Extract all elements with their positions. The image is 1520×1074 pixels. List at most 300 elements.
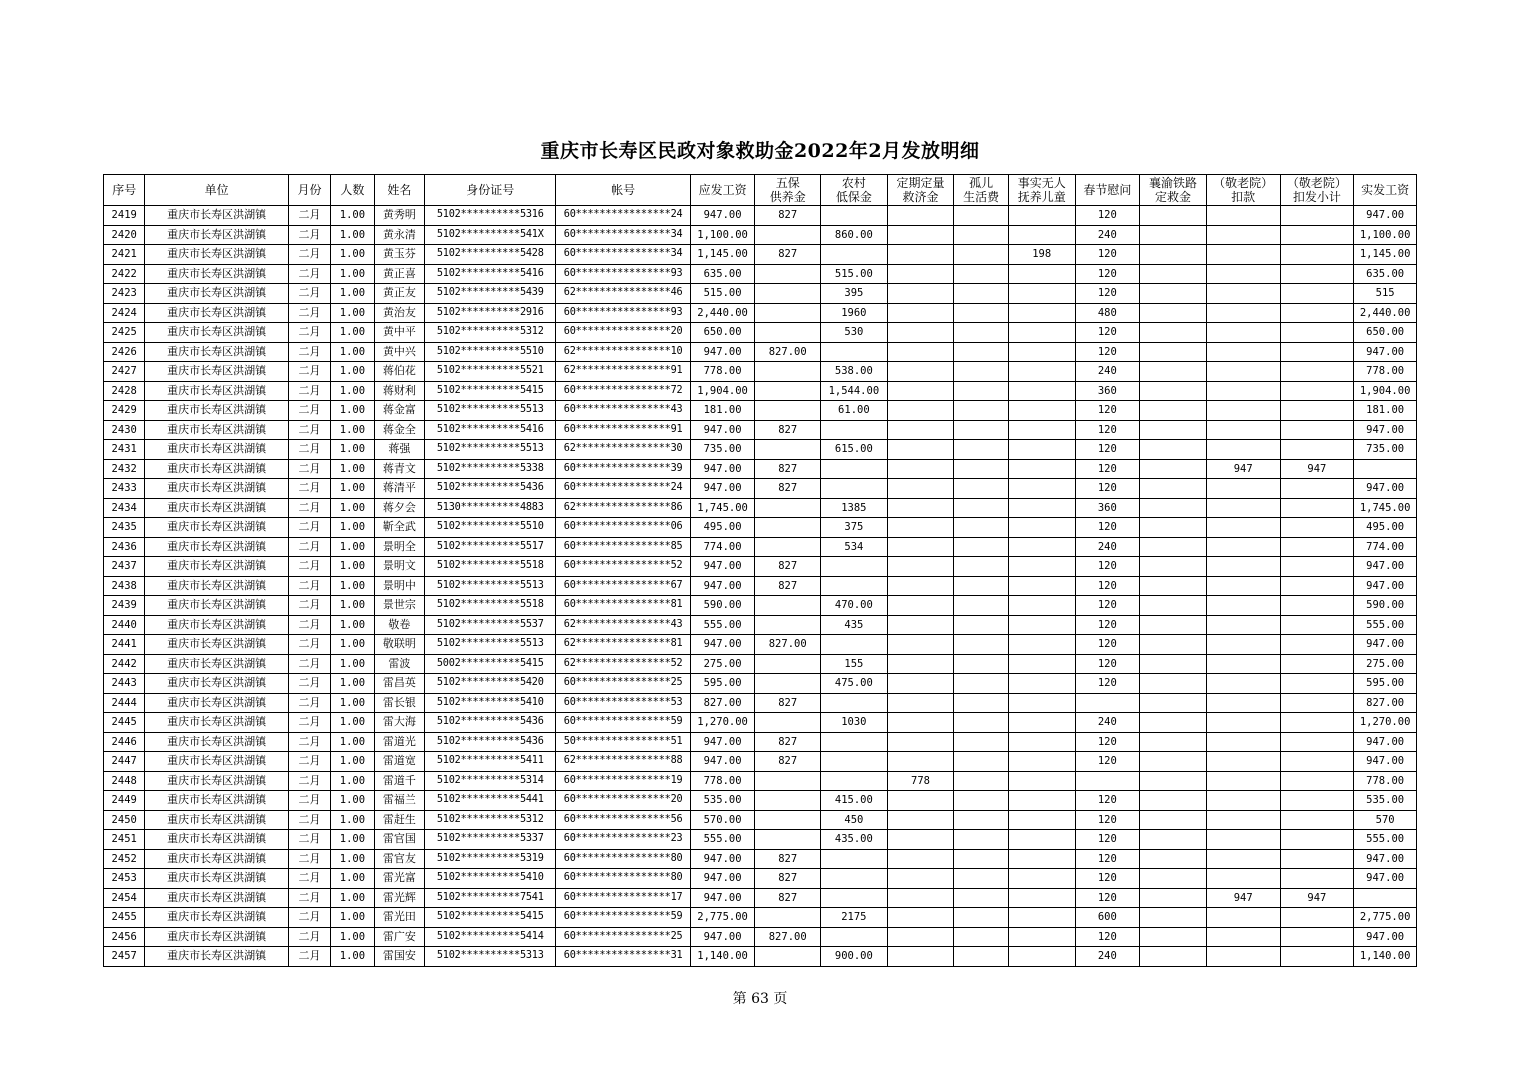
table-cell: 240 (1075, 537, 1140, 557)
table-cell (887, 576, 954, 596)
table-cell: 雷长银 (374, 693, 425, 713)
table-cell: 2423 (104, 284, 145, 304)
table-cell: 蒋清平 (374, 479, 425, 499)
table-cell (1206, 245, 1280, 265)
table-cell: 120 (1075, 206, 1140, 226)
table-cell (1008, 518, 1075, 538)
table-cell: 重庆市长寿区洪湖镇 (145, 381, 288, 401)
table-cell (1008, 323, 1075, 343)
table-cell (887, 323, 954, 343)
table-cell: 120 (1075, 869, 1140, 889)
table-cell (1008, 342, 1075, 362)
table-cell: 蒋青文 (374, 459, 425, 479)
table-cell: 1.00 (331, 225, 374, 245)
table-cell (755, 323, 821, 343)
table-cell: 947 (1280, 459, 1354, 479)
table-cell (1280, 752, 1354, 772)
table-cell: 二月 (288, 615, 330, 635)
table-cell (887, 303, 954, 323)
table-cell (755, 303, 821, 323)
table-cell: 二月 (288, 420, 330, 440)
table-cell: 1.00 (331, 908, 374, 928)
table-cell (1008, 596, 1075, 616)
table-cell (1206, 732, 1280, 752)
table-cell: 947.00 (1354, 635, 1417, 655)
table-cell: 重庆市长寿区洪湖镇 (145, 557, 288, 577)
table-cell: 947.00 (690, 420, 755, 440)
table-cell: 1.00 (331, 713, 374, 733)
table-cell: 947.00 (690, 752, 755, 772)
table-cell: 120 (1075, 654, 1140, 674)
table-cell: 827 (755, 869, 821, 889)
table-cell (1280, 635, 1354, 655)
table-cell (954, 303, 1009, 323)
table-cell: 5102**********5416 (425, 420, 556, 440)
table-cell (1206, 537, 1280, 557)
table-row (104, 459, 1417, 479)
table-cell: 827 (755, 479, 821, 499)
table-cell: 雷官友 (374, 849, 425, 869)
table-cell: 360 (1075, 498, 1140, 518)
table-cell (755, 771, 821, 791)
table-cell: 重庆市长寿区洪湖镇 (145, 401, 288, 421)
table-cell (1280, 557, 1354, 577)
table-cell: 778.00 (690, 771, 755, 791)
table-cell (1280, 947, 1354, 967)
table-row (104, 947, 1417, 967)
table-row (104, 264, 1417, 284)
table-cell (887, 537, 954, 557)
table-cell: 1.00 (331, 518, 374, 538)
table-cell: 2431 (104, 440, 145, 460)
table-cell: 535.00 (1354, 791, 1417, 811)
table-cell (1008, 420, 1075, 440)
table-cell: 120 (1075, 849, 1140, 869)
table-cell (1280, 810, 1354, 830)
table-cell: 5102**********5513 (425, 635, 556, 655)
table-cell: 雷国安 (374, 947, 425, 967)
table-cell: 蒋金全 (374, 420, 425, 440)
table-cell (1206, 771, 1280, 791)
table-cell (954, 791, 1009, 811)
table-cell: 60****************31 (556, 947, 690, 967)
table-cell (1008, 693, 1075, 713)
table-cell: 雷广安 (374, 927, 425, 947)
table-cell: 5102**********5416 (425, 264, 556, 284)
table-cell: 1,140.00 (1354, 947, 1417, 967)
table-cell: 60****************80 (556, 849, 690, 869)
table-cell: 5102**********5436 (425, 479, 556, 499)
table-cell: 240 (1075, 713, 1140, 733)
table-row (104, 303, 1417, 323)
table-cell: 二月 (288, 498, 330, 518)
table-cell (887, 284, 954, 304)
table-cell: 650.00 (1354, 323, 1417, 343)
table-cell: 2454 (104, 888, 145, 908)
table-cell (755, 537, 821, 557)
table-cell: 2455 (104, 908, 145, 928)
table-cell (887, 830, 954, 850)
table-cell: 827 (755, 752, 821, 772)
table-cell: 1,270.00 (690, 713, 755, 733)
table-cell (1280, 615, 1354, 635)
table-cell: 重庆市长寿区洪湖镇 (145, 713, 288, 733)
table-cell (887, 518, 954, 538)
table-cell: 947 (1280, 888, 1354, 908)
table-cell: 1.00 (331, 596, 374, 616)
table-cell (1140, 791, 1207, 811)
table-cell (821, 576, 888, 596)
table-cell: 二月 (288, 713, 330, 733)
table-cell: 275.00 (1354, 654, 1417, 674)
table-cell: 重庆市长寿区洪湖镇 (145, 888, 288, 908)
table-cell (954, 459, 1009, 479)
table-cell: 495.00 (690, 518, 755, 538)
table-cell (887, 596, 954, 616)
table-cell (1140, 830, 1207, 850)
table-cell (1140, 284, 1207, 304)
table-cell: 2424 (104, 303, 145, 323)
table-cell (755, 654, 821, 674)
table-cell: 2426 (104, 342, 145, 362)
table-cell (887, 498, 954, 518)
table-cell: 2449 (104, 791, 145, 811)
table-cell: 827 (755, 459, 821, 479)
table-cell (954, 869, 1009, 889)
table-cell (1008, 264, 1075, 284)
table-cell: 1.00 (331, 537, 374, 557)
table-cell: 5102**********541X (425, 225, 556, 245)
table-cell: 535.00 (690, 791, 755, 811)
table-cell: 5102**********5410 (425, 869, 556, 889)
table-cell (954, 752, 1009, 772)
table-cell: 2453 (104, 869, 145, 889)
table-cell: 947 (1206, 459, 1280, 479)
table-cell: 60****************06 (556, 518, 690, 538)
table-cell (755, 713, 821, 733)
table-cell: 二月 (288, 381, 330, 401)
table-cell (755, 908, 821, 928)
table-cell: 靳全武 (374, 518, 425, 538)
table-cell (1008, 225, 1075, 245)
table-cell: 重庆市长寿区洪湖镇 (145, 284, 288, 304)
table-cell: 5102**********5415 (425, 381, 556, 401)
table-cell: 650.00 (690, 323, 755, 343)
table-cell: 5102**********5410 (425, 693, 556, 713)
table-cell (1008, 381, 1075, 401)
column-header: 事实无人 抚养儿童 (1008, 175, 1075, 206)
table-cell: 1.00 (331, 615, 374, 635)
table-cell (821, 927, 888, 947)
table-cell (1280, 869, 1354, 889)
table-cell: 590.00 (1354, 596, 1417, 616)
table-cell: 雷昌英 (374, 674, 425, 694)
table-cell: 1,140.00 (690, 947, 755, 967)
table-cell (954, 947, 1009, 967)
table-cell (1206, 576, 1280, 596)
table-cell (1140, 557, 1207, 577)
table-cell: 黄正友 (374, 284, 425, 304)
table-cell (1280, 264, 1354, 284)
table-cell: 635.00 (690, 264, 755, 284)
table-cell: 947.00 (1354, 479, 1417, 499)
table-cell: 120 (1075, 245, 1140, 265)
table-cell (887, 674, 954, 694)
table-cell: 二月 (288, 459, 330, 479)
table-cell: 敬联明 (374, 635, 425, 655)
table-cell: 120 (1075, 264, 1140, 284)
table-cell: 1.00 (331, 576, 374, 596)
table-cell: 5102**********5513 (425, 576, 556, 596)
column-header: 序号 (104, 175, 145, 206)
table-cell: 62****************81 (556, 635, 690, 655)
table-cell (1140, 654, 1207, 674)
table-cell (1206, 303, 1280, 323)
table-cell (1140, 479, 1207, 499)
table-cell (755, 264, 821, 284)
table-cell: 60****************93 (556, 303, 690, 323)
table-cell (1008, 752, 1075, 772)
table-cell: 60****************85 (556, 537, 690, 557)
table-cell: 395 (821, 284, 888, 304)
table-cell: 5102**********5513 (425, 440, 556, 460)
table-cell: 62****************46 (556, 284, 690, 304)
table-cell: 黄正喜 (374, 264, 425, 284)
table-cell: 240 (1075, 225, 1140, 245)
table-cell: 雷光富 (374, 869, 425, 889)
table-cell: 62****************43 (556, 615, 690, 635)
table-cell: 827 (755, 576, 821, 596)
table-cell: 1030 (821, 713, 888, 733)
table-cell (887, 732, 954, 752)
table-cell: 1.00 (331, 479, 374, 499)
table-cell (1008, 615, 1075, 635)
table-cell: 947.00 (690, 459, 755, 479)
table-cell: 60****************67 (556, 576, 690, 596)
table-cell: 雷道千 (374, 771, 425, 791)
table-cell (1008, 830, 1075, 850)
table-cell (954, 635, 1009, 655)
table-cell: 2433 (104, 479, 145, 499)
table-cell (887, 381, 954, 401)
table-cell (1280, 420, 1354, 440)
table-cell (1140, 264, 1207, 284)
table-cell (755, 498, 821, 518)
table-cell: 240 (1075, 947, 1140, 967)
table-cell: 1.00 (331, 771, 374, 791)
table-cell: 827 (755, 245, 821, 265)
table-cell: 景明全 (374, 537, 425, 557)
table-cell (1140, 635, 1207, 655)
table-cell (1140, 323, 1207, 343)
table-cell: 947.00 (690, 732, 755, 752)
table-cell: 50****************51 (556, 732, 690, 752)
table-row (104, 830, 1417, 850)
table-cell: 155 (821, 654, 888, 674)
table-cell (1206, 401, 1280, 421)
table-cell: 1.00 (331, 440, 374, 460)
table-cell (1280, 732, 1354, 752)
table-cell (1140, 615, 1207, 635)
table-cell: 120 (1075, 927, 1140, 947)
table-cell (954, 479, 1009, 499)
table-row (104, 206, 1417, 226)
table-cell (1206, 635, 1280, 655)
table-cell (954, 362, 1009, 382)
table-cell: 60****************17 (556, 888, 690, 908)
table-cell: 黄永清 (374, 225, 425, 245)
column-header: 定期定量 救济金 (887, 175, 954, 206)
table-cell: 120 (1075, 440, 1140, 460)
table-cell (1008, 303, 1075, 323)
table-cell (887, 245, 954, 265)
column-header: 姓名 (374, 175, 425, 206)
table-cell (1280, 927, 1354, 947)
table-cell: 二月 (288, 557, 330, 577)
table-cell: 774.00 (690, 537, 755, 557)
table-cell: 534 (821, 537, 888, 557)
table-cell (1280, 342, 1354, 362)
table-cell: 敬卷 (374, 615, 425, 635)
table-cell (887, 362, 954, 382)
table-cell (1206, 518, 1280, 538)
table-cell (1206, 284, 1280, 304)
table-cell: 120 (1075, 401, 1140, 421)
table-cell (821, 420, 888, 440)
table-cell: 60****************43 (556, 401, 690, 421)
table-cell: 778 (887, 771, 954, 791)
table-cell: 二月 (288, 479, 330, 499)
table-cell: 重庆市长寿区洪湖镇 (145, 498, 288, 518)
table-cell: 二月 (288, 791, 330, 811)
table-row (104, 498, 1417, 518)
table-cell: 1385 (821, 498, 888, 518)
table-cell (954, 576, 1009, 596)
table-cell: 重庆市长寿区洪湖镇 (145, 674, 288, 694)
table-cell: 2442 (104, 654, 145, 674)
table-cell: 二月 (288, 342, 330, 362)
table-cell (1206, 693, 1280, 713)
table-cell (954, 654, 1009, 674)
table-row (104, 518, 1417, 538)
table-cell: 景明文 (374, 557, 425, 577)
table-cell: 5102**********5510 (425, 518, 556, 538)
table-cell (1140, 869, 1207, 889)
table-cell: 2419 (104, 206, 145, 226)
table-cell (1280, 908, 1354, 928)
table-cell (821, 245, 888, 265)
table-cell: 5102**********5319 (425, 849, 556, 869)
table-cell (954, 245, 1009, 265)
table-cell (1206, 869, 1280, 889)
table-cell (1206, 557, 1280, 577)
table-cell: 62****************52 (556, 654, 690, 674)
table-cell (1140, 674, 1207, 694)
table-cell (1354, 459, 1417, 479)
table-cell (1206, 674, 1280, 694)
table-cell (1140, 927, 1207, 947)
table-cell (1008, 440, 1075, 460)
table-cell: 二月 (288, 869, 330, 889)
table-cell (887, 459, 954, 479)
table-cell: 1.00 (331, 303, 374, 323)
table-cell: 5102**********5312 (425, 323, 556, 343)
table-cell: 5102**********5518 (425, 557, 556, 577)
table-cell: 5102**********5312 (425, 810, 556, 830)
table-cell: 947.00 (690, 557, 755, 577)
table-cell: 1,745.00 (690, 498, 755, 518)
table-cell: 雷光辉 (374, 888, 425, 908)
table-cell: 1.00 (331, 947, 374, 967)
table-cell: 1,270.00 (1354, 713, 1417, 733)
table-cell: 495.00 (1354, 518, 1417, 538)
table-cell (887, 479, 954, 499)
table-cell: 二月 (288, 908, 330, 928)
table-cell: 947.00 (1354, 849, 1417, 869)
table-cell: 重庆市长寿区洪湖镇 (145, 615, 288, 635)
table-cell (954, 225, 1009, 245)
table-cell: 475.00 (821, 674, 888, 694)
table-cell (1008, 576, 1075, 596)
table-cell: 1.00 (331, 498, 374, 518)
table-cell (1140, 771, 1207, 791)
table-cell: 黄玉芬 (374, 245, 425, 265)
table-cell (821, 557, 888, 577)
table-cell: 重庆市长寿区洪湖镇 (145, 635, 288, 655)
table-cell (1008, 537, 1075, 557)
table-cell: 1,544.00 (821, 381, 888, 401)
table-cell: 947.00 (690, 635, 755, 655)
table-cell: 60****************81 (556, 596, 690, 616)
table-cell (755, 440, 821, 460)
table-cell: 5102**********5411 (425, 752, 556, 772)
table-cell: 2,440.00 (690, 303, 755, 323)
table-cell (1140, 206, 1207, 226)
table-cell (954, 401, 1009, 421)
table-cell (821, 888, 888, 908)
table-cell: 2430 (104, 420, 145, 440)
table-cell (1280, 303, 1354, 323)
column-header: 春节慰问 (1075, 175, 1140, 206)
table-cell: 2445 (104, 713, 145, 733)
table-cell (1140, 225, 1207, 245)
table-cell: 2457 (104, 947, 145, 967)
table-cell: 二月 (288, 810, 330, 830)
table-cell (1206, 479, 1280, 499)
table-cell: 二月 (288, 576, 330, 596)
table-row (104, 849, 1417, 869)
table-cell: 重庆市长寿区洪湖镇 (145, 908, 288, 928)
table-row (104, 284, 1417, 304)
table-cell: 重庆市长寿区洪湖镇 (145, 791, 288, 811)
table-cell: 1,904.00 (1354, 381, 1417, 401)
table-cell: 5102**********5439 (425, 284, 556, 304)
table-cell (1280, 596, 1354, 616)
table-cell (1206, 323, 1280, 343)
table-cell: 5102**********5517 (425, 537, 556, 557)
table-cell (887, 888, 954, 908)
table-cell: 二月 (288, 674, 330, 694)
table-cell (755, 791, 821, 811)
table-cell: 黄秀明 (374, 206, 425, 226)
column-header: 身份证号 (425, 175, 556, 206)
table-cell (1280, 830, 1354, 850)
table-cell: 120 (1075, 596, 1140, 616)
table-cell: 1.00 (331, 869, 374, 889)
table-cell: 827 (755, 693, 821, 713)
table-cell: 二月 (288, 284, 330, 304)
column-header: 帐号 (556, 175, 690, 206)
